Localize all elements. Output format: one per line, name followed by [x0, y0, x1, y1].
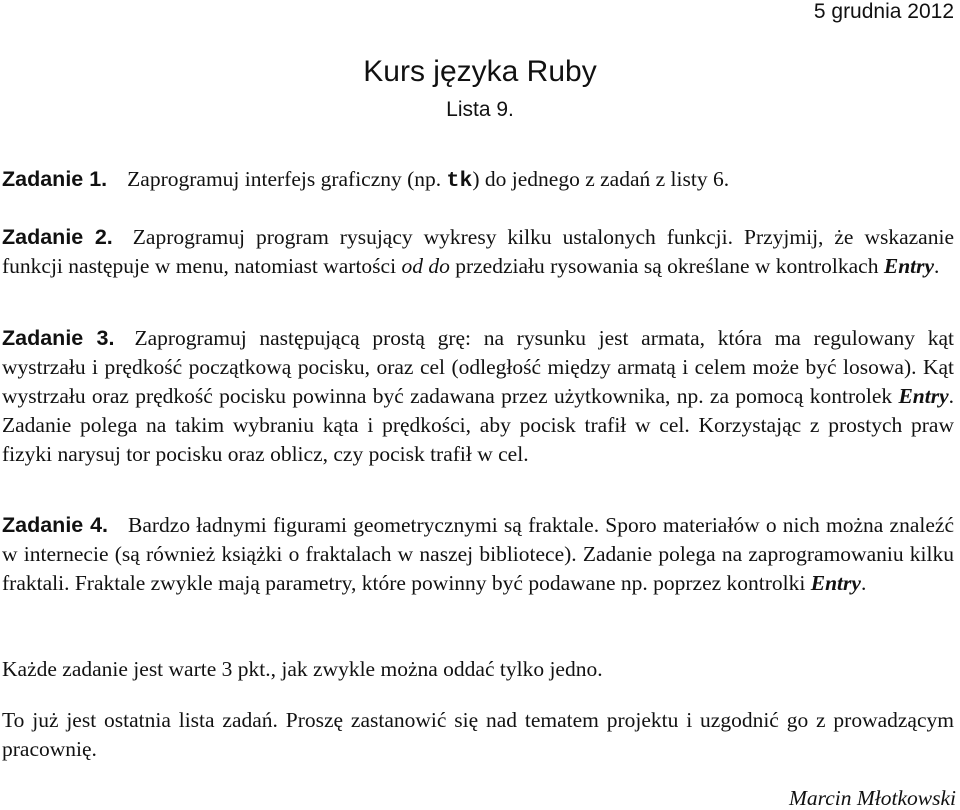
last-list-note: To już jest ostatnia lista zadań. Proszę zastanowić się nad tematem projektu i uzgodnić go z prowadzącym pracownię.	[2, 708, 954, 761]
task-3-text-a: Zaprogramuj następującą prostą grę: na rysunku jest armata, która ma regulowany kąt wystrzału i prędkość początkową pocisku, oraz cel (odległość między armatą i celem może być losowa). Kąt wystrzału oraz prędkość pocisku powinna być zadawana przez użytkownika, np. za pomocą kontrolek	[2, 326, 954, 408]
task-2-text-c: przedziału rysowania są określane w kontrolkach	[449, 254, 884, 278]
task-3-label: Zadanie 3.	[2, 326, 115, 350]
task-4-entry: Entry	[810, 571, 861, 595]
task-1-label: Zadanie 1.	[2, 167, 108, 191]
task-1	[2, 165, 954, 196]
signature: Marcin Młotkowski	[789, 786, 956, 810]
task-1-code: tk	[446, 169, 473, 193]
task-2-entry: Entry	[883, 254, 935, 278]
task-4-text-b: .	[860, 571, 867, 595]
document-subtitle: Lista 9.	[446, 98, 514, 121]
task-2-do: do	[428, 254, 450, 278]
task-1-text-a: Zaprogramuj interfejs graficzny (np.	[127, 167, 447, 191]
task-3	[2, 324, 954, 469]
task-2-od: od	[401, 254, 423, 278]
task-4-text-a: Bardzo ładnymi figurami geometrycznymi są fraktale. Sporo materiałów o nich można znaleźć w internecie (są również książki o fraktalach w naszej bibliotece). Zadanie polega na zaprogramowaniu kilku fraktali. Fraktale zwykle mają parametry, które powinny być podawane np. poprzez kontrolki	[2, 513, 954, 595]
task-2-label: Zadanie 2.	[2, 225, 113, 249]
points-note: Każde zadanie jest warte 3 pkt., jak zwykle można oddać tylko jedno.	[2, 657, 603, 681]
task-4-label: Zadanie 4.	[2, 513, 108, 537]
task-3-entry: Entry	[898, 384, 949, 408]
task-2-text-d: .	[934, 254, 940, 278]
task-3-text-b: . Zadanie polega na takim wybraniu kąta i prędkości, aby pocisk trafił w cel. Korzystając z prostych praw fizyki narysuj tor pocisku oraz oblicz, czy pocisk trafił w cel.	[2, 384, 954, 466]
document-date: 5 grudnia 2012	[813, 0, 954, 23]
task-2	[2, 223, 954, 281]
document-title: Kurs języka Ruby	[363, 55, 597, 88]
task-2-text-a: Zaprogramuj program rysujący wykresy kilku ustalonych funkcji. Przyjmij, że wskazanie funkcji następuje w menu, natomiast wartości	[2, 225, 954, 278]
task-1-text-b: ) do jednego z zadań z listy 6.	[472, 167, 730, 191]
task-4	[2, 511, 954, 598]
